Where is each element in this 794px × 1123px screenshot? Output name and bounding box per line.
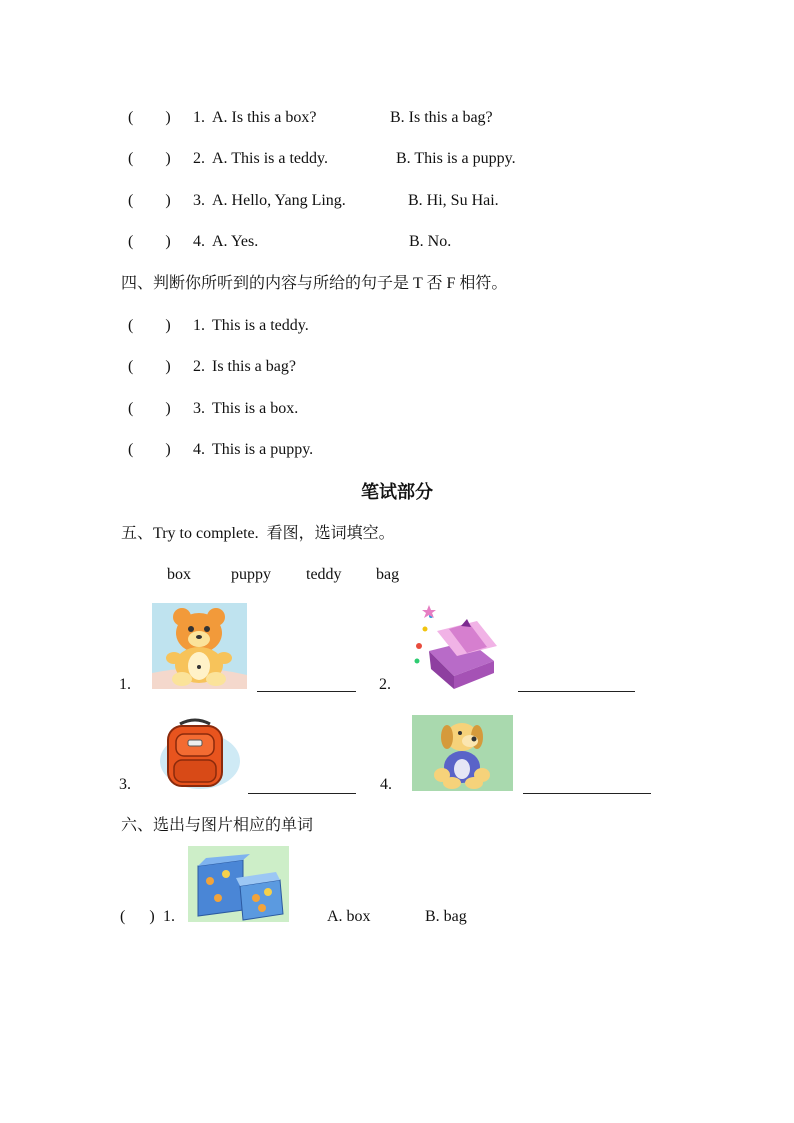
boxes-picture (188, 846, 289, 922)
answer-paren[interactable]: ( ) (120, 908, 155, 925)
answer-paren[interactable]: ( ) (128, 192, 171, 209)
answer-paren[interactable]: ( ) (128, 317, 171, 334)
schoolbag-picture (150, 716, 240, 792)
answer-blank-4[interactable] (523, 793, 651, 794)
answer-paren[interactable]: ( ) (128, 109, 171, 126)
item-number: 3. (193, 192, 205, 209)
section4-heading: 四、判断你所听到的内容与所给的句子是 T 否 F 相符。 (121, 275, 508, 292)
item-number: 1. (193, 317, 205, 334)
written-part-title: 笔试部分 (361, 482, 433, 502)
statement: This is a box. (212, 400, 299, 417)
item-number: 1. (163, 908, 175, 925)
item-number: 3. (193, 400, 205, 417)
answer-paren[interactable]: ( ) (128, 233, 171, 250)
answer-paren[interactable]: ( ) (128, 150, 171, 167)
item-number: 2. (193, 150, 205, 167)
answer-paren[interactable]: ( ) (128, 400, 171, 417)
option-a: A. Yes. (212, 233, 259, 250)
answer-paren[interactable]: ( ) (128, 358, 171, 375)
word-bag: bag (376, 566, 400, 583)
option-b: B. This is a puppy. (396, 150, 516, 167)
item-number: 4. (380, 776, 392, 793)
option-b: B. No. (409, 233, 452, 250)
word-puppy: puppy (231, 566, 271, 583)
word-box: box (167, 566, 191, 583)
statement: This is a teddy. (212, 317, 309, 334)
teddy-bear-picture (152, 603, 247, 689)
statement: Is this a bag? (212, 358, 296, 375)
item-number: 1. (119, 676, 131, 693)
option-a: A. Hello, Yang Ling. (212, 192, 346, 209)
item-number: 2. (193, 358, 205, 375)
item-number: 4. (193, 441, 205, 458)
item-number: 3. (119, 776, 131, 793)
option-b: B. bag (425, 908, 467, 925)
option-b: B. Hi, Su Hai. (408, 192, 499, 209)
option-a: A. This is a teddy. (212, 150, 328, 167)
section6-heading: 六、选出与图片相应的单词 (121, 817, 314, 834)
answer-blank-2[interactable] (518, 691, 635, 692)
option-a: A. box (327, 908, 371, 925)
item-number: 2. (379, 676, 391, 693)
answer-blank-3[interactable] (248, 793, 356, 794)
puppy-toy-picture (412, 715, 513, 791)
answer-paren[interactable]: ( ) (128, 441, 171, 458)
statement: This is a puppy. (212, 441, 314, 458)
gift-box-picture (409, 601, 499, 691)
option-a: A. Is this a box? (212, 109, 317, 126)
word-teddy: teddy (306, 566, 342, 583)
section5-heading: 五、Try to complete. 看图，选词填空。 (121, 525, 395, 542)
item-number: 4. (193, 233, 205, 250)
option-b: B. Is this a bag? (390, 109, 493, 126)
item-number: 1. (193, 109, 205, 126)
answer-blank-1[interactable] (257, 691, 356, 692)
